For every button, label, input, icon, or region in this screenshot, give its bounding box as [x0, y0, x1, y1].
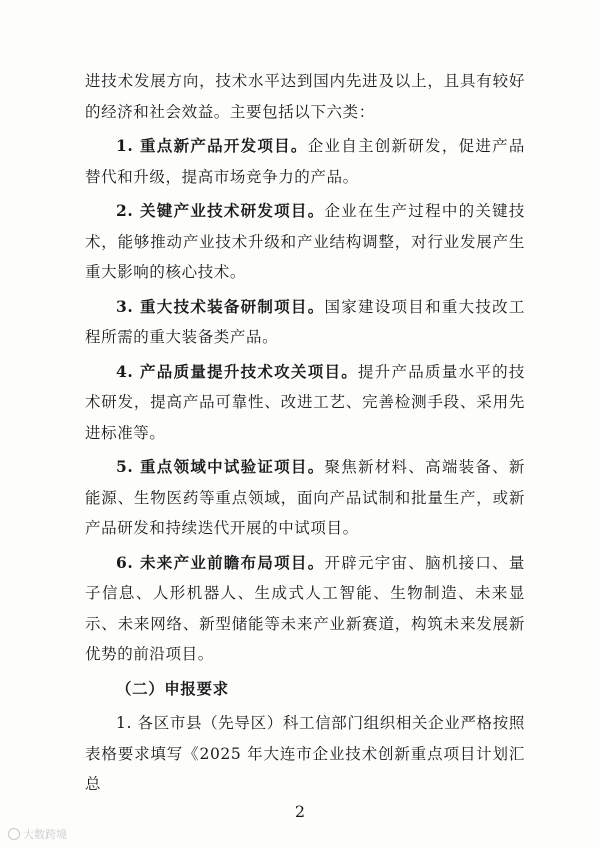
intro-line-2: 的经济和社会效益。主要包括以下六类： [85, 102, 375, 121]
list-item-heading: 5. 重点领域中试验证项目。 [116, 457, 325, 476]
page-number: 2 [294, 802, 306, 821]
intro-paragraph [85, 66, 525, 127]
list-item [85, 131, 525, 192]
list-item-heading: 1. 重点新产品开发项目。 [116, 136, 308, 155]
list-item [85, 548, 525, 670]
list-item-text: 开辟元宇宙、脑机接口、量子信息、人形机器人、生成式人工智能、生物制造、未来显示、未来网络、新型储能等未来产业新赛道，构筑未来发展新优势的前沿项目。 [85, 553, 525, 663]
list-item [85, 452, 525, 544]
list-item-heading: 3. 重大技术装备研制项目。 [116, 296, 325, 316]
list-item [85, 196, 525, 288]
watermark [8, 826, 67, 842]
document-body [85, 66, 525, 804]
list-item-text: 企业在生产过程中的关键技术，能够推动产业技术升级和产业结构调整，对行业发展产生重大影响的核心技术。 [85, 202, 525, 281]
list-item-text: 聚焦新材料、高端装备、新能源、生物医药等重点领域，面向产品试制和批量生产，或新产品研发和持续迭代开展的中试项目。 [85, 458, 525, 537]
list-item-text: 企业自主创新研发，促进产品替代和升级，提高市场竞争力的产品。 [85, 137, 525, 186]
list-item-text: 提升产品质量水平的技术研发，提高产品可靠性、改进工艺、完善检测手段、采用先进标准等。 [85, 362, 525, 442]
watermark-logo-icon [8, 828, 20, 840]
list-item [85, 292, 525, 353]
list-item-heading: 6. 未来产业前瞻布局项目。 [116, 552, 325, 572]
watermark-text: 大数跨境 [23, 828, 67, 841]
list-item-heading: 4. 产品质量提升技术攻关项目。 [116, 361, 358, 381]
list-item-text: 国家建设项目和重大技改工程所需的重大装备类产品。 [85, 297, 525, 346]
intro-line-1: 进技术发展方向，技术水平达到国内先进及以上，且具有较好 [85, 72, 525, 90]
list-item [85, 357, 525, 449]
section-heading: （二）申报要求 [116, 678, 229, 698]
requirement-paragraph: 1. 各区市县（先导区）科工信部门组织相关企业严格按照表格要求填写《2025 年大连市企业技术创新重点项目计划汇总 [85, 714, 525, 793]
list-item-heading: 2. 关键产业技术研发项目。 [116, 201, 325, 220]
